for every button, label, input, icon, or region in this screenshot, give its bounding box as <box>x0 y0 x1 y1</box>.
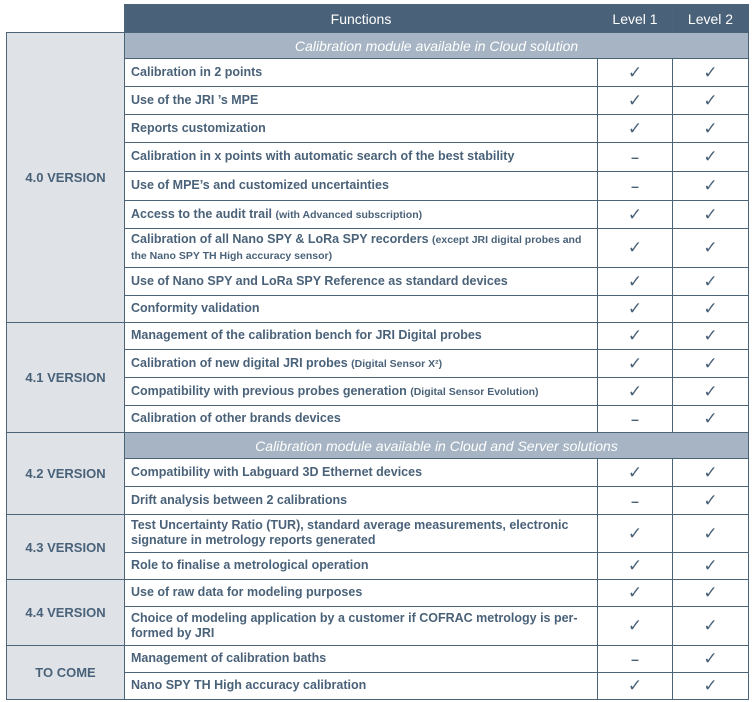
level2-mark: ✓ <box>673 172 749 201</box>
table-row <box>7 580 749 607</box>
function-cell <box>125 201 598 229</box>
function-note: (Digital Sensor Evolution) <box>410 385 539 398</box>
function-text: Reports customization <box>131 120 266 135</box>
level1-mark: ✓ <box>598 87 673 115</box>
level1-mark: – <box>598 646 673 673</box>
level2-mark: ✓ <box>673 87 749 115</box>
level1-mark: ✓ <box>598 350 673 378</box>
function-text: Calibration of new digital JRI probes <box>131 355 352 370</box>
function-cell <box>125 553 598 580</box>
level2-mark: ✓ <box>673 143 749 172</box>
level2-mark: ✓ <box>673 607 749 646</box>
level2-mark: ✓ <box>673 296 749 323</box>
function-cell <box>125 350 598 378</box>
table-row <box>7 323 749 350</box>
function-cell <box>125 580 598 607</box>
function-text: Compatibility with Labguard 3D Ethernet devices <box>131 464 423 479</box>
level1-mark: ✓ <box>598 59 673 87</box>
level1-mark: ✓ <box>598 607 673 646</box>
level1-mark: ✓ <box>598 515 673 553</box>
level2-mark: ✓ <box>673 201 749 229</box>
level1-mark: – <box>598 172 673 201</box>
cloud-server-subheader: Calibration module available in Cloud and Server solutions <box>125 433 749 459</box>
function-cell <box>125 268 598 296</box>
table-row <box>7 646 749 673</box>
header-row <box>7 5 749 33</box>
function-text: Access to the audit trail <box>131 206 276 221</box>
version-4-1-label: 4.1 VERSION <box>7 323 125 433</box>
function-text: Calibration of all Nano SPY & LoRa SPY recorders <box>131 232 433 246</box>
function-text: Role to finalise a metrological operation <box>131 558 369 572</box>
level2-mark: ✓ <box>673 580 749 607</box>
function-text: Use of the JRI ’s MPE <box>131 92 259 107</box>
function-text: Conformity validation <box>131 301 260 315</box>
level2-mark: ✓ <box>673 268 749 296</box>
function-text: Use of Nano SPY and LoRa SPY Reference as standard devices <box>131 273 508 288</box>
level1-mark: ✓ <box>598 115 673 143</box>
function-cell <box>125 406 598 433</box>
function-cell <box>125 229 598 268</box>
version-4-4-label: 4.4 VERSION <box>7 580 125 646</box>
function-cell <box>125 59 598 87</box>
version-4-2-label: 4.2 VERSION <box>7 433 125 515</box>
function-cell <box>125 673 598 700</box>
level1-mark: ✓ <box>598 268 673 296</box>
functions-table <box>6 4 749 700</box>
functions-header: Functions <box>125 5 598 33</box>
function-text: Use of MPE’s and customized uncertainties <box>131 178 389 192</box>
level2-mark: ✓ <box>673 406 749 433</box>
level2-mark: ✓ <box>673 229 749 268</box>
level2-mark: ✓ <box>673 646 749 673</box>
level2-mark: ✓ <box>673 323 749 350</box>
function-text: Management of calibration baths <box>131 651 327 665</box>
level1-mark: ✓ <box>598 553 673 580</box>
function-note: (Digital Sensor X²) <box>351 357 443 370</box>
level1-mark: ✓ <box>598 229 673 268</box>
function-cell <box>125 459 598 487</box>
cloud-subheader: Calibration module available in Cloud solution <box>125 33 749 59</box>
function-cell <box>125 607 598 646</box>
function-cell <box>125 646 598 673</box>
function-cell <box>125 378 598 406</box>
function-cell <box>125 296 598 323</box>
function-text: Management of the calibration bench for JRI Digital probes <box>131 328 482 342</box>
level1-mark: ✓ <box>598 673 673 700</box>
function-note: (except JRI digital probes and the Nano SPY TH High accuracy sensor) <box>131 234 582 262</box>
level2-mark: ✓ <box>673 115 749 143</box>
level1-mark: ✓ <box>598 323 673 350</box>
blank-header-cell <box>7 5 125 33</box>
level1-mark: ✓ <box>598 296 673 323</box>
function-text: Calibration in x points with automatic search of the best stability <box>131 149 515 163</box>
level2-mark: ✓ <box>673 515 749 553</box>
function-text: Drift analysis between 2 calibrations <box>131 492 348 507</box>
level2-header: Level 2 <box>673 5 749 33</box>
level2-mark: ✓ <box>673 553 749 580</box>
level2-mark: ✓ <box>673 378 749 406</box>
function-text: Use of raw data for modeling purposes <box>131 585 363 599</box>
function-cell <box>125 143 598 172</box>
level1-mark: ✓ <box>598 201 673 229</box>
to-come-label: TO COME <box>7 646 125 700</box>
level1-mark: – <box>598 406 673 433</box>
function-text: Test Uncertainty Ratio (TUR), standard average measurements, electronic signature in metrology reports generated <box>131 518 569 547</box>
function-note: (with Advanced subscription) <box>275 208 423 221</box>
function-text: Compatibility with previous probes generation <box>131 383 411 398</box>
level2-mark: ✓ <box>673 673 749 700</box>
version-row <box>7 33 749 59</box>
level1-mark: ✓ <box>598 580 673 607</box>
level1-mark: – <box>598 487 673 515</box>
version-4-3-label: 4.3 VERSION <box>7 515 125 580</box>
level2-mark: ✓ <box>673 487 749 515</box>
function-text: Calibration of other brands devices <box>131 411 341 425</box>
version-4-0-label: 4.0 VERSION <box>7 33 125 323</box>
level1-header: Level 1 <box>598 5 673 33</box>
level2-mark: ✓ <box>673 459 749 487</box>
function-text: Calibration in 2 points <box>131 64 263 79</box>
function-cell <box>125 515 598 553</box>
version-row <box>7 433 749 459</box>
level2-mark: ✓ <box>673 350 749 378</box>
table-row <box>7 515 749 553</box>
function-cell <box>125 487 598 515</box>
function-cell <box>125 323 598 350</box>
level1-mark: ✓ <box>598 378 673 406</box>
function-text: Nano SPY TH High accuracy calibration <box>131 678 367 692</box>
function-text: Choice of modeling application by a customer if COFRAC metrology is per-formed by JRI <box>131 610 578 640</box>
function-cell <box>125 172 598 201</box>
function-cell <box>125 87 598 115</box>
functions-table-container <box>6 4 749 700</box>
function-cell <box>125 115 598 143</box>
level2-mark: ✓ <box>673 59 749 87</box>
level1-mark: ✓ <box>598 459 673 487</box>
level1-mark: – <box>598 143 673 172</box>
